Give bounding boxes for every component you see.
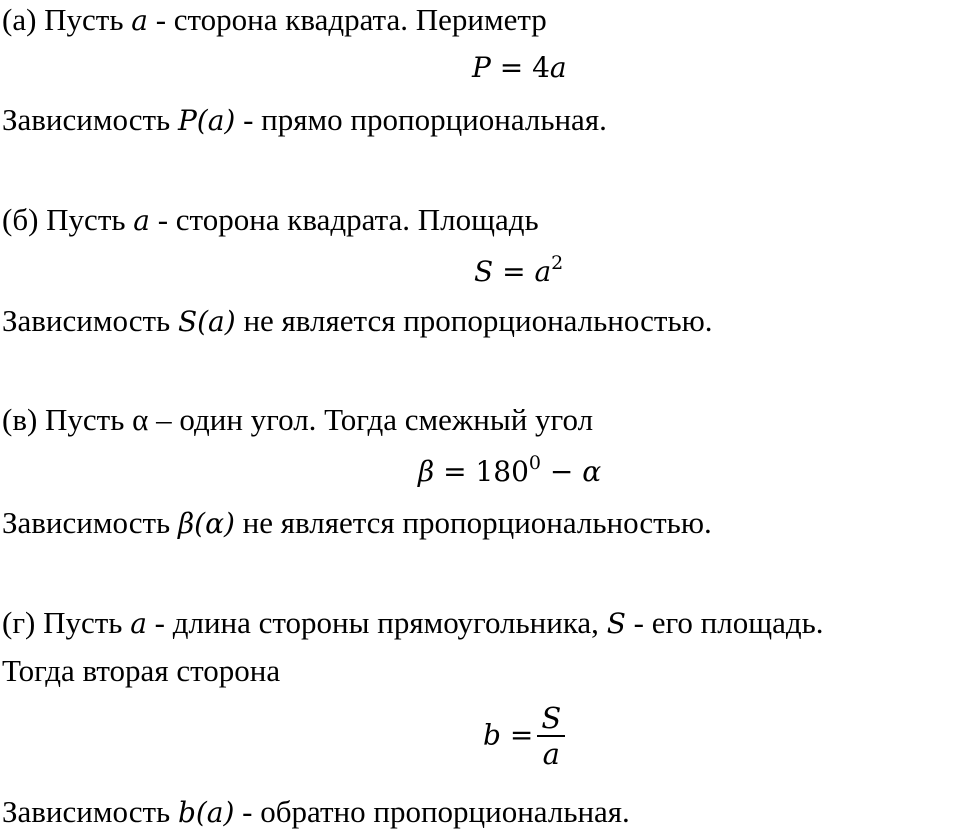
part-d-text-4: Тогда вторая сторона	[2, 653, 281, 688]
part-c-formula	[418, 454, 601, 486]
part-b-conclusion-text-1: Зависимость	[2, 303, 178, 338]
part-d-formula	[483, 703, 565, 770]
part-b-text-1: (б) Пусть	[2, 202, 134, 237]
part-d-conclusion-func: b(a)	[177, 796, 235, 829]
part-d-text-1: (г) Пусть	[2, 605, 131, 640]
part-b-formula-eq: =	[493, 255, 535, 288]
part-c-formula-minus: −	[541, 455, 583, 488]
part-b-formula-lhs: S	[474, 255, 494, 288]
part-d-text-3: - его площадь.	[625, 605, 824, 640]
part-a-conclusion-text-2: - прямо пропорциональная.	[235, 102, 607, 137]
part-d-statement	[2, 607, 824, 638]
part-d-var: a	[130, 607, 147, 640]
part-b-text-2: - сторона квадрата. Площадь	[149, 202, 539, 237]
part-c-text-1: (в) Пусть α – один угол. Тогда смежный угол	[2, 402, 594, 437]
part-b-conclusion-func: S(a)	[177, 305, 236, 338]
part-a-text-1: (а) Пусть	[2, 2, 132, 37]
part-c-conclusion	[2, 507, 712, 538]
part-d-fraction-denominator: a	[542, 737, 560, 772]
part-a-statement	[2, 4, 547, 35]
part-c-formula-var: α	[582, 455, 602, 488]
part-d-statement-line-2	[2, 655, 280, 686]
part-c-statement	[2, 404, 593, 435]
part-a-conclusion-func: P(a)	[177, 104, 236, 137]
part-a-formula-lhs: P	[472, 51, 491, 84]
part-d-conclusion	[2, 796, 630, 827]
part-d-fraction	[537, 703, 565, 770]
part-d-text-2: - длина стороны прямоугольника,	[146, 605, 607, 640]
part-b-formula-exponent: 2	[551, 252, 564, 274]
part-b-conclusion	[2, 305, 713, 336]
part-d-formula-eq: =	[500, 718, 534, 752]
part-b-formula	[474, 254, 563, 286]
part-d-var-2: S	[606, 607, 626, 640]
part-c-conclusion-func: β(α)	[177, 507, 235, 540]
part-b-conclusion-text-2: не является пропорциональностью.	[235, 303, 713, 338]
part-d-conclusion-text-2: - обратно пропорциональная.	[234, 794, 630, 829]
part-a-formula-var: a	[549, 51, 567, 84]
part-c-formula-lhs: β	[418, 455, 435, 488]
part-a-conclusion	[2, 104, 607, 135]
part-d-formula-lhs: b	[483, 718, 501, 752]
part-d-fraction-numerator: S	[537, 703, 565, 737]
part-a-formula	[472, 53, 567, 82]
part-c-conclusion-text-2: не является пропорциональностью.	[234, 505, 712, 540]
part-a-formula-eq: = 4	[490, 51, 550, 84]
part-b-statement	[2, 204, 539, 235]
part-b-var: a	[133, 204, 150, 237]
part-c-formula-eq: = 180	[434, 455, 529, 488]
part-a-var: a	[131, 4, 148, 37]
part-d-conclusion-text-1: Зависимость	[2, 794, 178, 829]
part-b-formula-var: a	[534, 255, 552, 288]
part-a-conclusion-text-1: Зависимость	[2, 102, 178, 137]
part-c-conclusion-text-1: Зависимость	[2, 505, 178, 540]
part-c-formula-exponent: 0	[528, 452, 541, 474]
part-a-text-2: - сторона квадрата. Периметр	[147, 2, 547, 37]
